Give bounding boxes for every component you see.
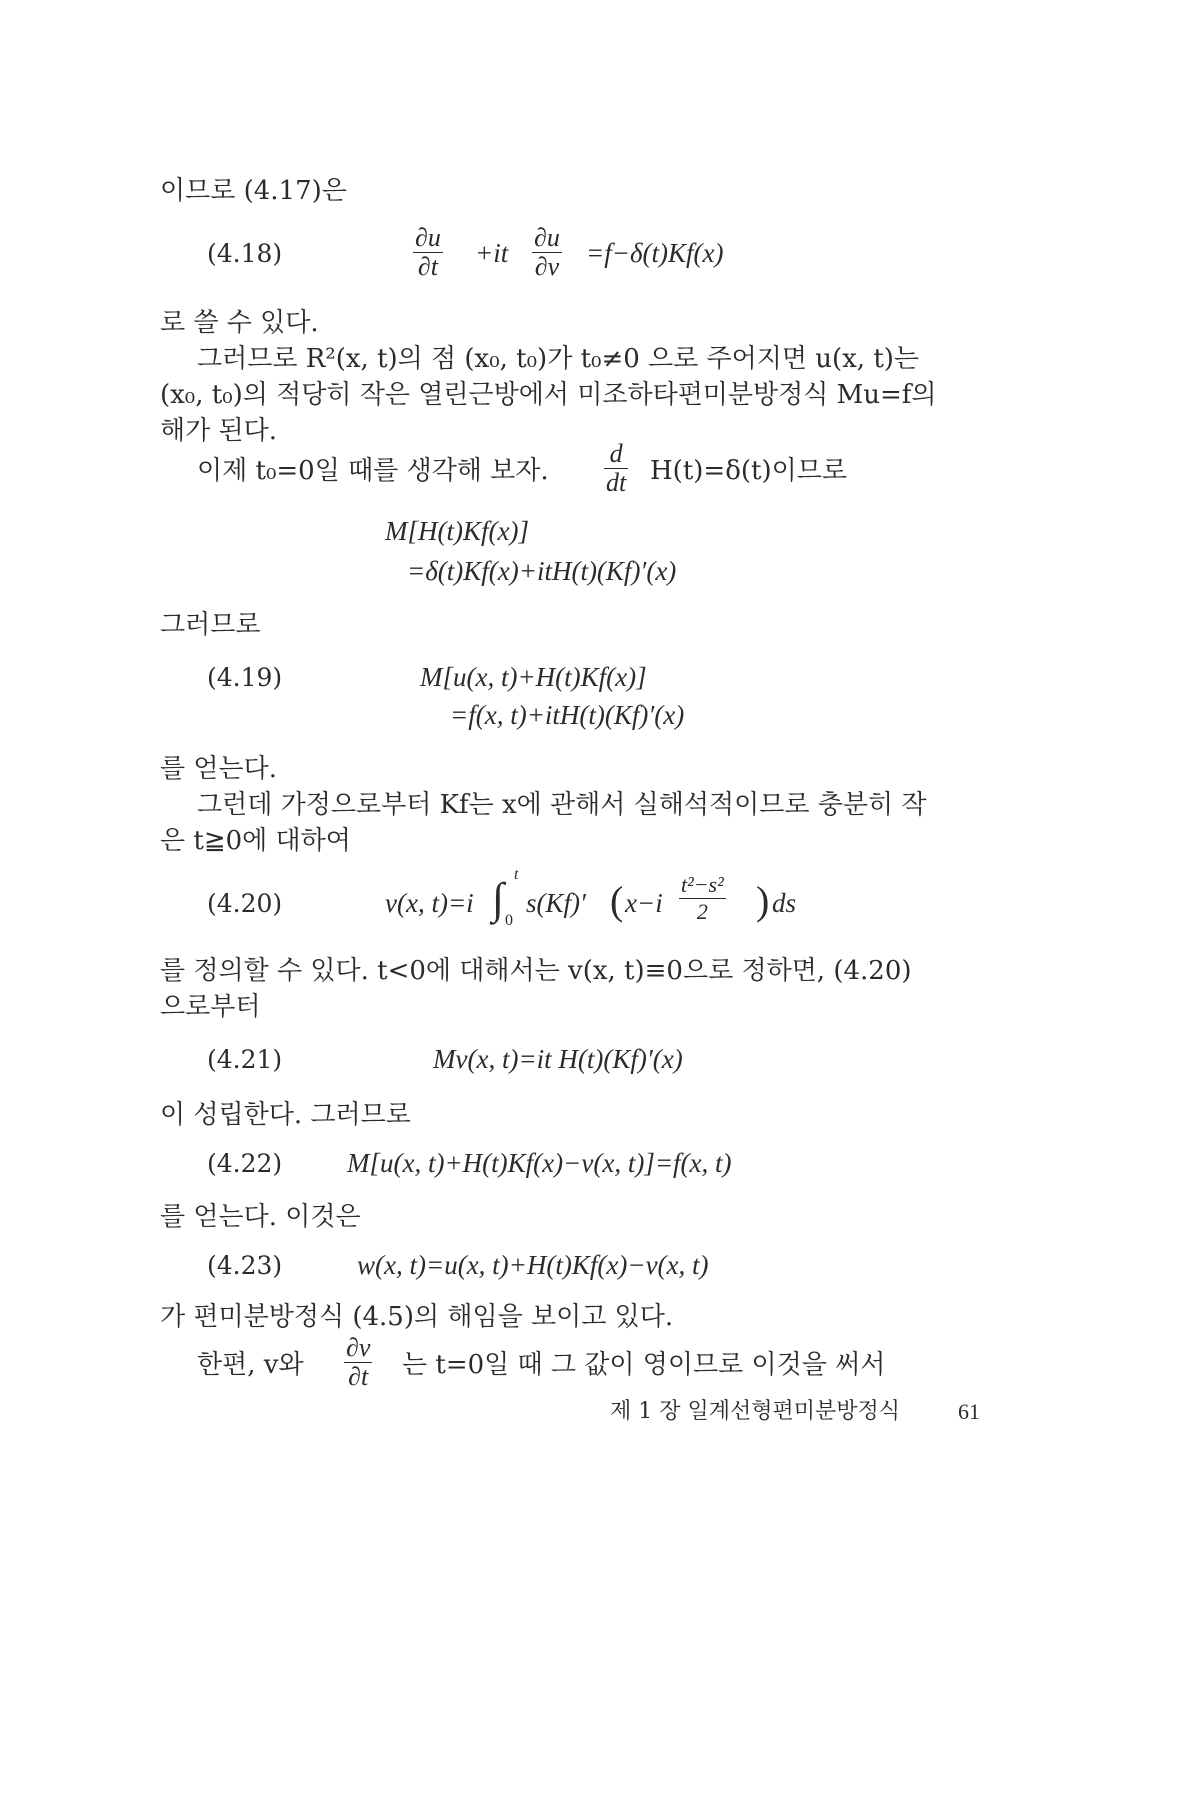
equation-label: (4.21) bbox=[207, 1045, 283, 1074]
text-line: 으로부터 bbox=[160, 992, 261, 1022]
equation-label: (4.23) bbox=[207, 1251, 283, 1280]
fraction-numerator: ∂u bbox=[415, 223, 441, 252]
text-line: H(t)=δ(t)이므로 bbox=[650, 456, 847, 486]
running-footer-chapter: 제 1 장 일계선형편미분방정식 bbox=[610, 1399, 901, 1424]
equation-line: M[u(x, t)+H(t)Kf(x)] bbox=[420, 662, 647, 692]
text-line: 가 편미분방정식 (4.5)의 해임을 보이고 있다. bbox=[160, 1302, 674, 1332]
text-line: 한편, v와 bbox=[197, 1350, 304, 1380]
equation-line: =δ(t)Kf(x)+itH(t)(Kf)′(x) bbox=[407, 556, 677, 586]
text-line: 그러므로 bbox=[160, 610, 261, 640]
text-line: 는 t=0일 때 그 값이 영이므로 이것을 써서 bbox=[402, 1350, 886, 1380]
equation-line: M[u(x, t)+H(t)Kf(x)−v(x, t)]=f(x, t) bbox=[347, 1148, 732, 1178]
text-line: 로 쓸 수 있다. bbox=[160, 308, 319, 338]
equation-label: (4.22) bbox=[207, 1149, 283, 1178]
text-line: 이므로 (4.17)은 bbox=[160, 176, 347, 206]
fraction-denominator: ∂t bbox=[348, 1362, 369, 1391]
equation-label: (4.20) bbox=[207, 889, 283, 918]
text-line: 를 얻는다. 이것은 bbox=[160, 1202, 361, 1232]
integral-sign: ∫ bbox=[492, 874, 505, 923]
fraction-numerator: ∂v bbox=[346, 1333, 371, 1362]
text-line: 그러므로 R²(x, t)의 점 (x₀, t₀)가 t₀≠0 으로 주어지면 u(x, t)는 bbox=[197, 344, 920, 374]
fraction-d-dt bbox=[604, 440, 628, 497]
text-line: 이 성립한다. 그러므로 bbox=[160, 1100, 411, 1130]
equation-line: Mv(x, t)=it H(t)(Kf)′(x) bbox=[433, 1044, 683, 1074]
equation-term: s(Kf)′ bbox=[526, 888, 586, 918]
equation-term: ds bbox=[772, 888, 797, 918]
integral-upper-limit: t bbox=[514, 866, 519, 883]
equation-line: =f(x, t)+itH(t)(Kf)′(x) bbox=[450, 700, 685, 730]
text-line: 그런데 가정으로부터 Kf는 x에 관해서 실해석적이므로 충분히 작 bbox=[197, 790, 927, 820]
integral-lower-limit: 0 bbox=[505, 912, 513, 929]
left-paren: ( bbox=[610, 878, 624, 923]
fraction-denominator: 2 bbox=[696, 899, 708, 924]
equation-line: M[H(t)Kf(x)] bbox=[385, 516, 529, 546]
equation-rhs: =f−δ(t)Kf(x) bbox=[586, 238, 724, 268]
equation-lhs: v(x, t)=i bbox=[385, 888, 474, 918]
fraction-denominator: ∂v bbox=[534, 252, 560, 281]
equation-label: (4.19) bbox=[207, 663, 283, 692]
page-number: 61 bbox=[958, 1399, 980, 1424]
fraction-numerator: ∂u bbox=[534, 223, 560, 252]
fraction-denominator: ∂t bbox=[417, 252, 438, 281]
text-line: 해가 된다. bbox=[160, 416, 277, 446]
right-paren: ) bbox=[756, 878, 770, 923]
equation-line: w(x, t)=u(x, t)+H(t)Kf(x)−v(x, t) bbox=[357, 1250, 709, 1280]
fraction-du-dt bbox=[413, 224, 443, 281]
text-line: 를 얻는다. bbox=[160, 754, 277, 784]
fraction-t2-s2 bbox=[679, 872, 726, 925]
text-line: 를 정의할 수 있다. t<0에 대해서는 v(x, t)≡0으로 정하면, (4.20) bbox=[160, 956, 912, 986]
text-line: (x₀, t₀)의 적당히 작은 열린근방에서 미조하타편미분방정식 Mu=f의 bbox=[160, 380, 937, 410]
text-line: 이제 t₀=0일 때를 생각해 보자. bbox=[197, 456, 549, 486]
fraction-dv-dt bbox=[344, 1334, 372, 1391]
fraction-du-dv bbox=[532, 224, 562, 281]
fraction-numerator: d bbox=[604, 440, 628, 469]
fraction-numerator: t²−s² bbox=[681, 872, 724, 897]
fraction-denominator: dt bbox=[606, 468, 627, 497]
equation-term: +it bbox=[475, 238, 509, 268]
equation-label: (4.18) bbox=[207, 239, 283, 268]
equation-term: x−i bbox=[625, 888, 663, 918]
text-line: 은 t≧0에 대하여 bbox=[160, 826, 351, 856]
